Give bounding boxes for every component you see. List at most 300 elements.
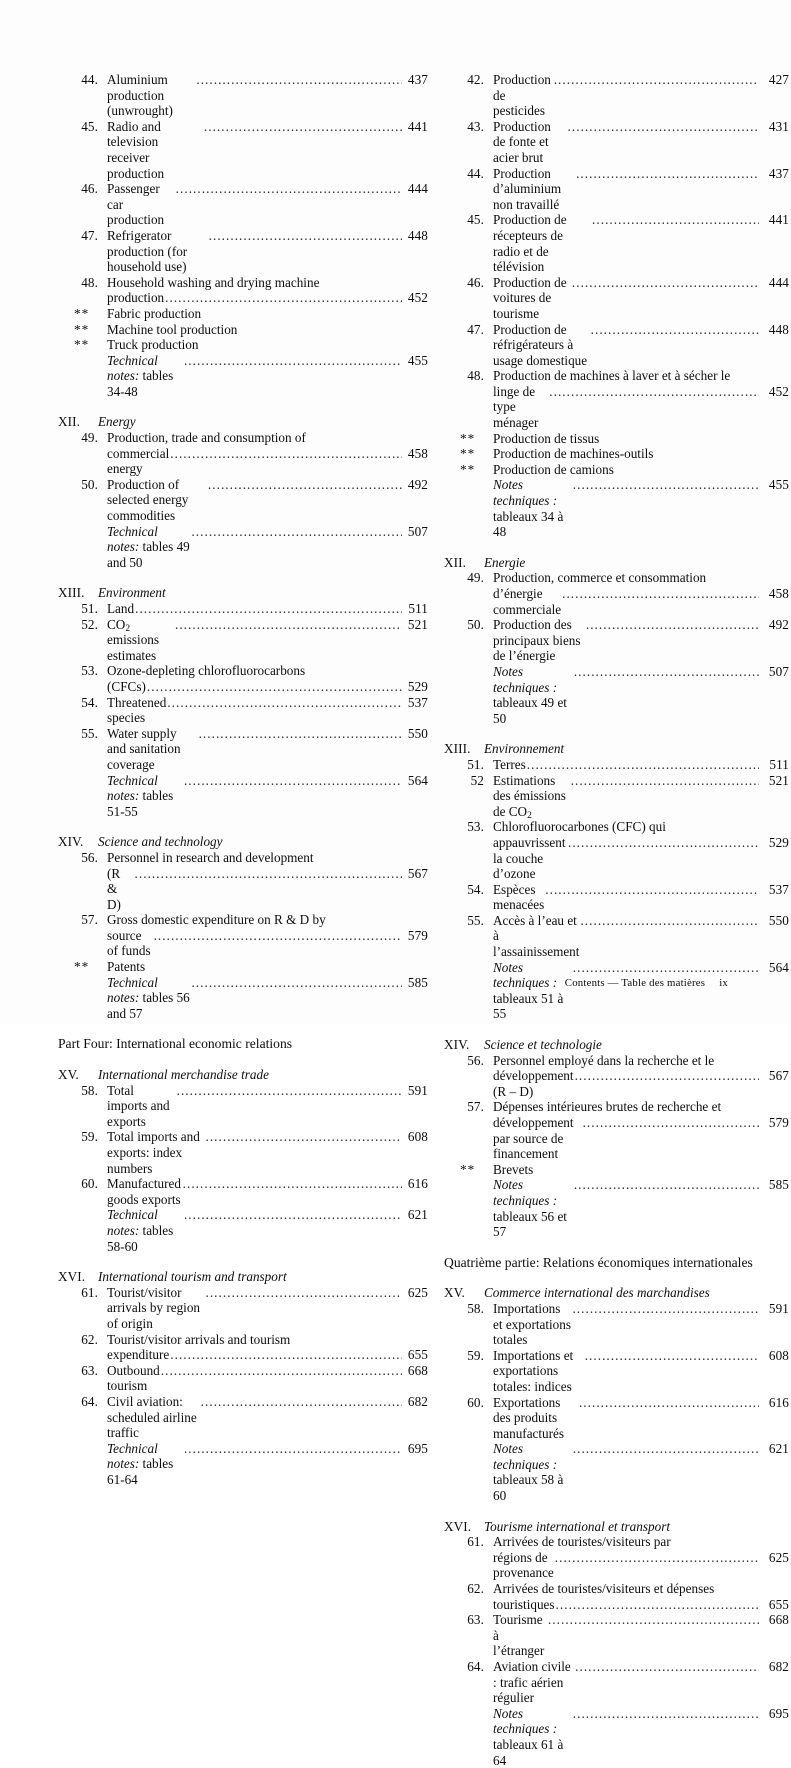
toc-entry-continuation xyxy=(444,384,789,431)
page-number: 452 xyxy=(768,383,789,399)
toc-section xyxy=(58,1067,428,1254)
entry-title-roman: tables 58-60 xyxy=(107,1222,177,1254)
entry-body xyxy=(493,1162,789,1178)
toc-entry xyxy=(58,275,428,291)
dot-leader xyxy=(585,1348,759,1364)
page-number: 616 xyxy=(407,1176,428,1192)
entry-marker: ** xyxy=(74,959,90,975)
section-roman-numeral: XV. xyxy=(444,1285,465,1301)
toc-entry-continuation xyxy=(58,1347,428,1363)
toc-entry-continuation xyxy=(444,1550,789,1581)
section-heading xyxy=(58,1269,428,1285)
entry-body xyxy=(107,866,428,913)
toc-entry xyxy=(444,1659,789,1706)
toc-entry xyxy=(58,353,428,400)
entry-title: Notes techniques : tableaux 34 à 48 xyxy=(493,477,567,540)
page-number: 668 xyxy=(407,1362,428,1378)
dot-leader xyxy=(205,1285,402,1301)
page-number: 537 xyxy=(768,881,789,897)
toc-entry xyxy=(444,1053,789,1069)
entry-title-roman: tables 49 and 50 xyxy=(107,539,194,570)
toc-entry xyxy=(58,119,428,181)
toc-section xyxy=(444,1037,789,1240)
entry-body xyxy=(493,1534,789,1550)
toc-section xyxy=(58,72,428,399)
entry-title: Personnel employé dans la recherche et le xyxy=(493,1052,715,1068)
dot-leader xyxy=(170,446,402,462)
dot-leader xyxy=(135,866,402,882)
toc-entry xyxy=(444,1534,789,1550)
toc-entry xyxy=(444,757,789,773)
toc-entry xyxy=(58,1176,428,1207)
entry-number: 55. xyxy=(467,912,484,928)
entry-body xyxy=(493,617,789,664)
entry-body xyxy=(493,1115,789,1162)
dot-leader xyxy=(586,617,759,633)
entry-body xyxy=(493,1706,789,1768)
section-roman-numeral: XV. xyxy=(58,1067,79,1083)
entry-body xyxy=(493,368,789,384)
toc-entry xyxy=(444,1612,789,1659)
entry-body xyxy=(107,850,428,866)
entry-title-continued: développement (R – D) xyxy=(493,1068,577,1099)
toc-entry xyxy=(58,1441,428,1488)
toc-entry xyxy=(444,1177,789,1239)
section-heading xyxy=(444,741,789,757)
section-title: Energy xyxy=(98,414,136,430)
section-title: International tourism and transport xyxy=(98,1269,287,1285)
toc-entry xyxy=(444,1706,789,1768)
dot-leader xyxy=(556,1597,759,1613)
toc-entry xyxy=(444,960,789,1022)
toc-entry xyxy=(444,1581,789,1597)
entry-title-continued: touristiques xyxy=(493,1596,555,1612)
dot-leader xyxy=(574,664,759,680)
entry-title: Gross domestic expenditure on R & D by xyxy=(107,912,326,928)
section-roman-numeral: XIV. xyxy=(444,1037,470,1053)
entry-number: 54. xyxy=(81,694,98,710)
entry-body xyxy=(107,446,428,477)
entry-title: Water supply and sanitation coverage xyxy=(107,725,184,772)
dot-leader xyxy=(201,1394,402,1410)
toc-column-french xyxy=(444,72,789,1768)
toc-section xyxy=(444,1519,789,1768)
dot-leader xyxy=(562,586,759,602)
subscript: 2 xyxy=(527,810,532,821)
entry-number: 50. xyxy=(467,617,484,633)
page-number: 682 xyxy=(768,1659,789,1674)
page-number: 579 xyxy=(768,1115,789,1130)
section-title: Tourisme international et transport xyxy=(484,1518,670,1534)
dot-leader xyxy=(184,353,402,369)
page-number: 537 xyxy=(407,694,428,710)
entry-title: Notes techniques : tableaux 49 et 50 xyxy=(493,663,571,726)
entry-body xyxy=(107,1347,428,1363)
entry-title-continued: linge de type ménager xyxy=(493,383,539,431)
entry-title: Production of selected energy commodities xyxy=(107,476,192,524)
entry-body xyxy=(107,1363,428,1394)
page-number: 444 xyxy=(768,274,789,290)
page-number: 492 xyxy=(407,476,428,492)
dot-leader xyxy=(572,275,759,291)
section-title: Energie xyxy=(484,554,526,570)
page-number: 564 xyxy=(768,959,789,975)
page-number: 591 xyxy=(407,1082,428,1098)
entry-body xyxy=(493,1395,789,1442)
page-number: 437 xyxy=(407,72,428,87)
entry-title: Technical notes: tables 51-55 xyxy=(107,772,177,819)
entry-body xyxy=(493,1581,789,1597)
entry-marker: ** xyxy=(460,430,476,446)
entry-marker: ** xyxy=(460,461,476,477)
entry-body xyxy=(107,928,428,959)
dot-leader xyxy=(184,1441,402,1457)
page-number: 585 xyxy=(768,1177,789,1193)
dot-leader xyxy=(204,119,402,135)
page-number: 608 xyxy=(768,1347,789,1363)
entry-title: Accès à l’eau et à l’assainissement xyxy=(493,912,581,960)
dot-leader xyxy=(527,757,759,773)
toc-entry xyxy=(58,1363,428,1394)
entry-body xyxy=(493,212,789,274)
entry-title: Technical notes: tables 61-64 xyxy=(107,1440,177,1487)
entry-body xyxy=(493,1301,789,1348)
section-heading xyxy=(444,1285,789,1301)
entry-body xyxy=(493,1441,789,1503)
dot-leader xyxy=(580,913,759,929)
entry-number: 55. xyxy=(81,725,98,741)
entry-body xyxy=(493,819,789,835)
entry-title: Technical notes: tables 34-48 xyxy=(107,352,177,399)
toc-entry xyxy=(58,850,428,866)
toc-entry xyxy=(444,166,789,213)
entry-body xyxy=(107,726,428,773)
entry-number: 45. xyxy=(467,212,484,228)
toc-entry xyxy=(444,570,789,586)
entry-number: 63. xyxy=(81,1362,98,1378)
entry-body xyxy=(493,166,789,213)
toc-entry-continuation xyxy=(444,1115,789,1162)
dot-leader xyxy=(576,166,759,182)
toc-entry xyxy=(444,1348,789,1395)
toc-entry xyxy=(444,72,789,119)
page-number: 431 xyxy=(768,118,789,134)
part-heading: Quatrième partie: Relations économiques internationales xyxy=(444,1254,753,1270)
entry-title: Exportations des produits manufacturés xyxy=(493,1394,565,1441)
toc-section xyxy=(58,834,428,1021)
page-number: 621 xyxy=(407,1207,428,1223)
entry-title-roman: tableaux 34 à 48 xyxy=(493,493,567,540)
dot-leader xyxy=(184,773,402,789)
section-title: Science et technologie xyxy=(484,1037,602,1053)
entry-title: Threatened species xyxy=(107,694,170,726)
page-number: 608 xyxy=(407,1129,428,1145)
entry-body xyxy=(107,1394,428,1441)
page-number: 655 xyxy=(407,1347,428,1363)
page-number: 550 xyxy=(768,912,789,928)
toc-entry xyxy=(444,1301,789,1348)
dot-leader xyxy=(147,679,402,695)
toc-entry xyxy=(58,1285,428,1332)
toc-entry xyxy=(58,617,428,664)
page-number: 511 xyxy=(769,756,789,772)
entry-title: Production de tissus xyxy=(493,430,600,446)
dot-leader xyxy=(209,228,402,244)
toc-entry-continuation xyxy=(58,290,428,306)
toc-entry xyxy=(444,1441,789,1503)
dot-leader xyxy=(199,726,402,742)
entry-body xyxy=(107,1441,428,1488)
page-number: 550 xyxy=(407,725,428,741)
entry-body xyxy=(107,1083,428,1130)
entry-title: Production des principaux biens de l’énergie xyxy=(493,617,584,664)
entry-number: 56. xyxy=(467,1052,484,1068)
dot-leader xyxy=(573,477,759,493)
entry-body xyxy=(107,430,428,446)
entry-title-roman: tableaux 58 à 60 xyxy=(493,1456,567,1504)
entry-body xyxy=(493,664,789,726)
toc-entry xyxy=(58,228,428,275)
entry-title-continued: source of funds xyxy=(107,927,151,959)
toc-entry xyxy=(58,524,428,571)
toc-entry xyxy=(444,462,789,478)
toc-entry xyxy=(58,663,428,679)
toc-entry xyxy=(444,773,789,820)
entry-title: Patents xyxy=(107,959,146,975)
toc-entry xyxy=(444,1162,789,1178)
entry-body xyxy=(107,1207,428,1254)
entry-body xyxy=(493,275,789,322)
entry-title-roman: tableaux 61 à 64 xyxy=(493,1721,567,1768)
section-roman-numeral: XII. xyxy=(58,414,81,430)
section-title: Science and technology xyxy=(98,834,223,850)
entry-body xyxy=(107,617,428,664)
entry-body xyxy=(493,1612,789,1659)
dot-leader xyxy=(205,1129,402,1145)
page-number: 492 xyxy=(768,617,789,633)
entry-title: Production de camions xyxy=(493,461,614,477)
entry-number: 59. xyxy=(81,1129,98,1145)
entry-title-continued: expenditure xyxy=(107,1347,170,1363)
toc-entry xyxy=(58,337,428,353)
entry-title: Aviation civile : trafic aérien régulier xyxy=(493,1659,575,1706)
toc-entry xyxy=(58,1207,428,1254)
entry-title: Refrigerator production (for household use) xyxy=(107,227,191,275)
page-number: 458 xyxy=(768,586,789,601)
entry-number: 47. xyxy=(467,321,484,337)
toc-entry-continuation xyxy=(58,446,428,477)
dot-leader xyxy=(573,1441,759,1457)
entry-body xyxy=(107,306,428,322)
entry-number: 47. xyxy=(81,227,98,243)
entry-title-continued: production xyxy=(107,290,165,306)
toc-entry xyxy=(444,819,789,835)
entry-body xyxy=(493,913,789,960)
entry-title: Production de pesticides xyxy=(493,72,555,119)
entry-body xyxy=(107,773,428,820)
page-number: 567 xyxy=(407,865,428,881)
entry-body xyxy=(107,1285,428,1332)
entry-title-roman: tables 56 and 57 xyxy=(107,990,194,1021)
dot-leader xyxy=(592,212,759,228)
entry-body xyxy=(107,601,428,617)
page-number: 529 xyxy=(407,678,428,694)
toc-entry xyxy=(58,430,428,446)
page-number: 441 xyxy=(407,118,428,134)
toc-entry-continuation xyxy=(58,928,428,959)
entry-title: Tourist/visitor arrivals by region of origin xyxy=(107,1284,204,1331)
entry-title-continued: (CFCs) xyxy=(107,678,146,694)
page-number: 444 xyxy=(407,181,428,197)
entry-title: Dépenses intérieures brutes de recherche et xyxy=(493,1099,722,1115)
entry-title: Notes techniques : tableaux 56 et 57 xyxy=(493,1177,571,1240)
entry-title-roman: tableaux 51 à 55 xyxy=(493,975,567,1022)
entry-body xyxy=(107,695,428,726)
entry-body xyxy=(493,384,789,431)
page-number: 695 xyxy=(407,1440,428,1456)
toc-entry xyxy=(444,446,789,462)
entry-title: Total imports and exports: index numbers xyxy=(107,1129,204,1176)
entry-title: Land xyxy=(107,601,135,616)
entry-number: 52. xyxy=(81,616,98,632)
entry-title-roman: tableaux 56 et 57 xyxy=(493,1192,571,1240)
entry-title: Importations et exportations totales xyxy=(493,1300,575,1348)
dot-leader xyxy=(591,322,759,338)
entry-title-continued: régions de provenance xyxy=(493,1549,554,1581)
dot-leader xyxy=(176,181,402,197)
page-number: 682 xyxy=(407,1393,428,1409)
entry-body xyxy=(493,757,789,773)
section-roman-numeral: XII. xyxy=(444,554,467,570)
entry-title: Production de machines à laver et à sécher le xyxy=(493,368,731,384)
entry-title: Production, commerce et consommation xyxy=(493,570,707,586)
entry-body xyxy=(107,228,428,275)
entry-number: 46. xyxy=(81,181,98,197)
dot-leader xyxy=(183,1176,402,1192)
section-heading xyxy=(444,1037,789,1053)
entry-body xyxy=(493,477,789,539)
entry-number: 64. xyxy=(81,1393,98,1409)
section-roman-numeral: XIII. xyxy=(444,741,471,757)
toc-entry xyxy=(58,726,428,773)
page-number: 507 xyxy=(768,663,789,679)
toc-entry xyxy=(444,617,789,664)
toc-entry xyxy=(444,119,789,166)
section-heading xyxy=(58,1067,428,1083)
dot-leader xyxy=(568,119,759,135)
entry-marker: ** xyxy=(460,446,476,462)
entry-number: 51. xyxy=(81,601,98,616)
entry-body xyxy=(493,119,789,166)
page-number: 591 xyxy=(768,1300,789,1316)
entry-body xyxy=(493,835,789,882)
dot-leader xyxy=(167,695,402,711)
entry-number: 60. xyxy=(467,1394,484,1410)
dot-leader xyxy=(161,1363,402,1379)
entry-title: Radio and television receiver production xyxy=(107,118,165,181)
entry-title: Terres xyxy=(493,756,526,772)
dot-leader xyxy=(175,617,402,633)
entry-body xyxy=(107,679,428,695)
entry-body xyxy=(493,882,789,913)
page-number: 529 xyxy=(768,834,789,850)
entry-body xyxy=(493,1068,789,1099)
section-heading xyxy=(58,585,428,601)
entry-title: Notes techniques : tableaux 51 à 55 xyxy=(493,959,567,1022)
toc-entry-continuation xyxy=(58,679,428,695)
entry-title: Notes techniques : tableaux 58 à 60 xyxy=(493,1441,567,1504)
entry-title-continued: d’énergie commerciale xyxy=(493,586,562,617)
toc-entry xyxy=(444,212,789,274)
entry-number: 42. xyxy=(467,72,484,87)
page-number: 585 xyxy=(407,974,428,990)
entry-body xyxy=(107,290,428,306)
toc-entry xyxy=(444,322,789,369)
entry-number: 45. xyxy=(81,118,98,134)
page-number: 616 xyxy=(768,1394,789,1410)
toc-entry xyxy=(58,959,428,975)
entry-title: Ozone-depleting chlorofluorocarbons xyxy=(107,663,306,679)
entry-title: Production de fonte et acier brut xyxy=(493,118,555,165)
entry-title: Brevets xyxy=(493,1161,534,1177)
entry-body xyxy=(493,960,789,1022)
entry-title: Production de réfrigérateurs à usage domestique xyxy=(493,321,588,368)
entry-title: Production, trade and consumption of xyxy=(107,430,306,446)
entry-body xyxy=(493,1597,789,1613)
toc-entry xyxy=(58,1332,428,1348)
entry-number: 48. xyxy=(81,274,98,290)
entry-body xyxy=(107,1332,428,1348)
toc-entry xyxy=(58,1129,428,1176)
entry-body xyxy=(107,353,428,400)
entry-number: 60. xyxy=(81,1176,98,1192)
section-roman-numeral: XIV. xyxy=(58,834,84,850)
page-number: 579 xyxy=(407,927,428,943)
toc-entry xyxy=(58,601,428,617)
entry-number: 44. xyxy=(467,165,484,181)
entry-body xyxy=(493,570,789,586)
section-heading xyxy=(58,834,428,850)
entry-title-continued: commercial energy xyxy=(107,445,173,477)
entry-title: Technical notes: tables 58-60 xyxy=(107,1207,177,1254)
entry-title: Tourisme à l’étranger xyxy=(493,1612,546,1659)
page-number: 437 xyxy=(768,165,789,181)
entry-body xyxy=(107,322,428,338)
entry-body xyxy=(107,1176,428,1207)
page-number: 655 xyxy=(768,1596,789,1612)
page-number: 621 xyxy=(768,1441,789,1457)
entry-marker: ** xyxy=(74,337,90,353)
page-number: 455 xyxy=(407,352,428,368)
dot-leader xyxy=(208,477,402,493)
entry-number: 58. xyxy=(467,1300,484,1316)
dot-leader xyxy=(554,72,759,88)
toc-entry xyxy=(444,664,789,726)
page-number: 507 xyxy=(407,523,428,539)
entry-title: Technical notes: tables 49 and 50 xyxy=(107,523,194,570)
dot-leader xyxy=(574,1177,759,1193)
section-heading xyxy=(444,1519,789,1535)
entry-body xyxy=(493,462,789,478)
section-title: Commerce international des marchandises xyxy=(484,1285,710,1301)
dot-leader xyxy=(135,601,402,617)
entry-body xyxy=(107,1129,428,1176)
section-heading xyxy=(444,555,789,571)
entry-body xyxy=(493,586,789,617)
entry-title-roman: tables 61-64 xyxy=(107,1456,177,1487)
entry-number: 62. xyxy=(467,1581,484,1597)
entry-title: Outbound tourism xyxy=(107,1362,164,1394)
